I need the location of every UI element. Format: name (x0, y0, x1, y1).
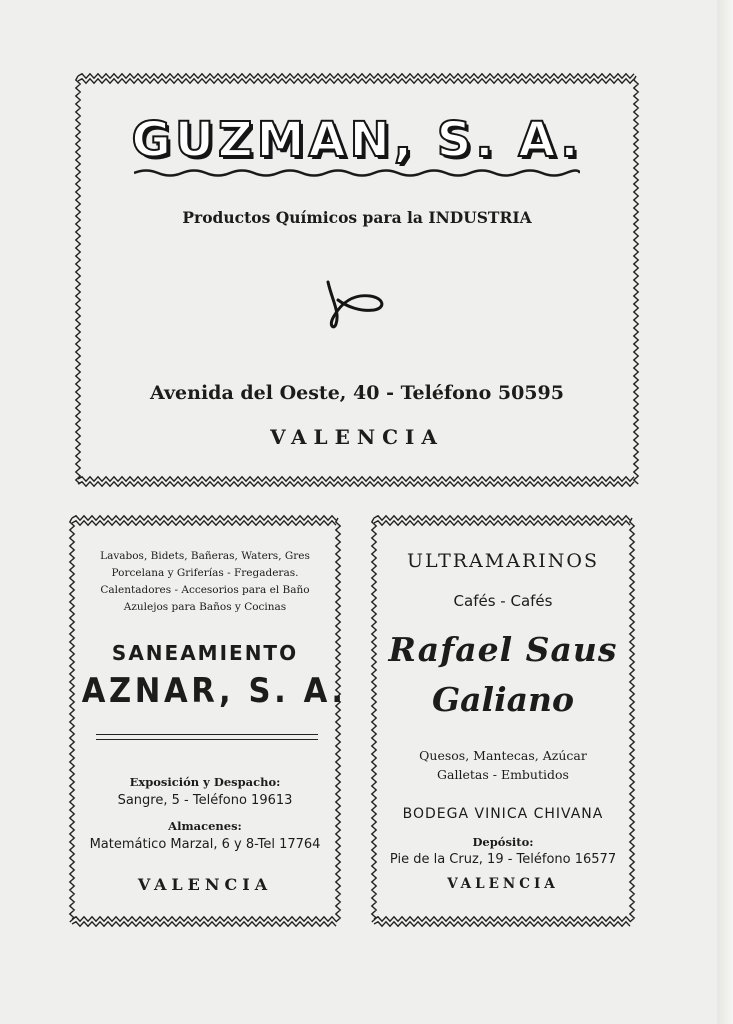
border-zigzag-line (374, 922, 630, 926)
city: VALENCIA (137, 875, 273, 894)
border-zigzag-line (78, 482, 634, 486)
exposicion-label: Exposición y Despacho: (129, 775, 281, 789)
almacenes-label: Almacenes: (168, 819, 242, 833)
product-line: Porcelana y Griferías - Fregaderas. (111, 567, 299, 579)
exposicion-address: Sangre, 5 - Teléfono 19613 (117, 793, 293, 808)
heading: SANEAMIENTO (111, 641, 299, 665)
company-name: AZNAR, S. A. (81, 671, 347, 711)
divider (96, 734, 318, 735)
product-line: Lavabos, Bidets, Bañeras, Waters, Gres (100, 550, 310, 562)
product-list (68, 548, 342, 616)
border-zigzag-line (72, 521, 336, 525)
logo-underline (134, 168, 580, 178)
owner-name: Rafael Saus (388, 630, 618, 669)
deposito-address: Pie de la Cruz, 19 - Teléfono 16577 (389, 852, 617, 867)
border-zigzag-line (374, 917, 630, 921)
guzman-logo: GUZMAN, S. A. (131, 112, 583, 168)
guzman-advertisement (74, 72, 640, 488)
product-line: Galletas - Embutidos (437, 767, 569, 782)
border-zigzag-line (374, 521, 630, 525)
divider (96, 739, 318, 740)
address: Avenida del Oeste, 40 - Teléfono 50595 (150, 382, 564, 404)
city: VALENCIA (270, 425, 444, 449)
border-zigzag-line (78, 79, 634, 83)
border-zigzag-line (72, 917, 336, 921)
subheading: Cafés - Cafés (453, 592, 553, 610)
product-line: Azulejos para Baños y Cocinas (123, 601, 287, 613)
aznar-advertisement (68, 514, 347, 928)
border-zigzag-line (78, 74, 634, 78)
border-zigzag-line (72, 922, 336, 926)
city: VALENCIA (447, 876, 559, 892)
bodega: BODEGA VINICA CHIVANA (402, 806, 604, 822)
page-edge (717, 0, 733, 1024)
heading: ULTRAMARINOS (407, 550, 599, 572)
deposito-label: Depósito: (472, 835, 534, 849)
owner-surname: Galiano (431, 680, 575, 719)
saus-advertisement (370, 514, 636, 928)
product-line: Calentadores - Accesorios para el Baño (100, 584, 310, 596)
border-zigzag-line (72, 516, 336, 520)
almacenes-address: Matemático Marzal, 6 y 8-Tel 17764 (89, 837, 321, 852)
tagline: Productos Químicos para la INDUSTRIA (182, 208, 532, 227)
products (370, 746, 636, 784)
border-zigzag-line (374, 516, 630, 520)
border-zigzag-line (78, 477, 634, 481)
monogram-emblem (320, 272, 390, 332)
product-line: Quesos, Mantecas, Azúcar (419, 748, 587, 763)
